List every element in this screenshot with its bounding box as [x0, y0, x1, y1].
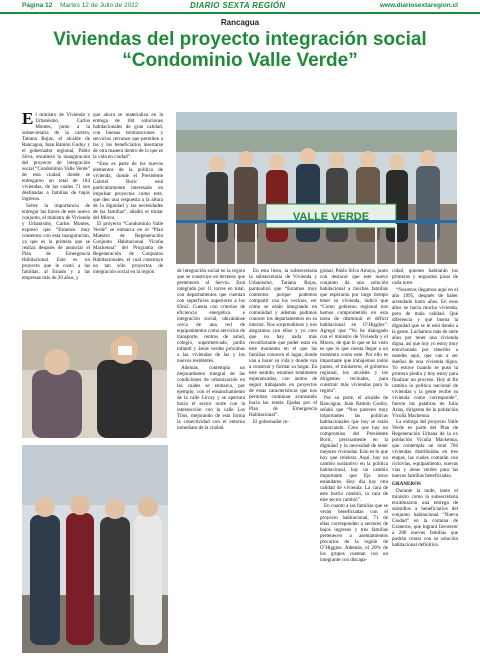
drop-cap: E: [22, 109, 34, 128]
group-photo-ribbon-cutting: [176, 112, 457, 264]
headline-line-2: “Condominio Valle Verde”: [122, 50, 358, 71]
photo-women-portrait: [22, 330, 167, 438]
article-text: de integración social en la región que se construye en terrenos que pertenecen al Serviu. Está integrado por 11 torres en total, con departamentos que cuentan con superficies superiores a los 63m2. Cuenta con criterios de eficiencia energética e integración social, ubicándose cerca de una red de equipamientos como servicios de transporte, centros de salud, colegio, supermercado, jardín infantil y áreas verdes próximas a las viviendas de las y los nuevos residentes.: [177, 268, 245, 364]
article-column-1: [22, 109, 90, 281]
article-column-4: [249, 268, 317, 425]
photo-group-outdoor: [22, 445, 168, 653]
article-text: l ministro de Vivienda y Urbanismo, Carlos Montes, junto a la subsecretaria de la cartera, Tatiana Rojas, el alcalde de Rancagua, Juan Ramón Godoy y el gobernador regional, Pablo Silva, encabezó la inauguración del proyecto de integración social “Condominio Valle Verde” de esta ciudad, donde se entregaron un total de 184 viviendas, de las cuales 71 son destinadas a familias de bajos ingresos.: [22, 112, 90, 202]
page-number: Página 12: [22, 2, 53, 9]
article-text: “Nosotros llegamos aquí en el año 1995, después de haber arrendado harto años. En esos años se hacía mucha vivienda, pero de mala calidad. Qué diferencia y qué buena la dignidad que se le está dando a la gente. Luchamos más de siete años por tener una vivienda digna, así que hoy yo estoy muy emocionada por tenerlos a ustedes aquí, que van a ser dueños de una vivienda digna. Yo estuve cuando se puso la primera piedra y hoy estoy para finalizar un proceso. Hoy al fin cambia la política nacional de viviendas y la gente recibe su vivienda como corresponde”, fueron las palabras de Julia Arias, dirigenta de la población Vicuña Mackenna.: [392, 286, 458, 419]
article-text: gional, Pablo Silva Amaya, junto con destacar que este nuevo conjunto da una solución habitacional a muchas familias que esperaron por largo tiempo tener su vivienda, indicó que “Como gobierno regional nos hemos comprometido en esta tarea de disminuir el déficit habitacional en O’Higgins”. Agregó que “Yo he dialogado con el ministro de Vivienda y el Minvu, de que lo que se ha visto es que lo que cuesta llegar a un momento como este. Por ello es importante que trabajemos todos juntos, el ministerio, el gobierno regional, los alcaldes y los dirigentes vecinales, para construir más viviendas para la región”.: [320, 268, 388, 394]
article-text: Además, contempla un mejoramiento integral de las condiciones de urbanización en las cuales se enmarca, por ejemplo, con el ensanchamiento de la calle Lircay y se apertura hacia el sector norte con la intersección con la calle Los Tilos, mejorando de esta forma la conectividad con el entorno inmediato de la ciudad.: [177, 364, 245, 431]
website-link[interactable]: www.diariosextaregion.cl: [379, 2, 458, 9]
article-text: cidad, quienes habitarán los primeros y segundos pisos de cada torre.: [392, 268, 458, 286]
photo-illustration: [22, 445, 168, 653]
newspaper-brand: DIARIO SEXTA REGIÓN: [190, 1, 286, 10]
page-header: [0, 0, 480, 14]
photo-sign: VALLE VERDE: [292, 211, 370, 223]
subheading: GRANEROS: [392, 481, 421, 487]
issue-date: Martes 12 de Julio de 2022: [60, 2, 139, 9]
article-text: Durante la tarde, tanto el ministro como la subsecretaria encabezaron una entrega de subsidios a beneficiarios del conjunto habitacional “Nueva Ciudad” en la comuna de Graneros, que logrará favorecer a 280 nuevas familias que podrán contar con su solución habitacional definitiva.: [392, 487, 458, 548]
article-column-5: [320, 268, 388, 564]
article-text: que ahora se materializa en la entrega de 184 soluciones habitacionales de gran calidad, con buenas terminaciones y servicios cercanos que permiten a las y los beneficiarios insertarse de otra manera dentro de lo que es la vida en ciudad”.: [93, 112, 164, 160]
article-column-3: [177, 268, 245, 431]
section-label: Rancagua: [220, 18, 260, 27]
headline-line-1: Viviendas del proyecto integración social: [53, 29, 427, 50]
article-text: “Esto es parte de los nuevos elementos de la política de vivienda, donde el Presidente Gabriel Boric está particularmente interesado en impulsar proyectos como este, que den una respuesta a la altura de la dignidad y las necesidades de las familias”, añadió el titular del Minvu.: [93, 160, 163, 221]
article-text: El proyecto “Condominio Valle Verde” se enmarca en el “Plan Maestro de Regeneración Conjunto Habitacional Vicuña Mackenna” del Programa de Regeneración de Conjuntos Habitacionales, el cual construye no tan sólo proyectos de integración social en la región: [93, 221, 163, 275]
article-text: El gobernador re-: [253, 418, 289, 425]
article-text: En cuanto a las familias que se verán beneficiadas con el proyecto habitacional, 71 de ellas corresponden a sectores de bajos ingresos y tres familias pertenecen a asentamientos precarios de la región de O’Higgins. Además, el 20% de los grupos cuentan con un integrante con discapa-: [320, 503, 388, 563]
photo-illustration: [22, 330, 167, 438]
photo-illustration: [176, 112, 457, 264]
article-text: La entrega del proyecto Valle Verde es parte del Plan de Regeneración Urbana de la ex población Vicuña Mackenna, que contempla un total 766 viviendas distribuidas en tres etapas, las cuales contarán con ciclovías, equipamiento, nuevas vías y áreas verdes para las nuevas familias beneficiadas.: [392, 419, 458, 479]
article-text: Por su parte, el alcalde de Rancagua, Juan Ramón Godoy, señaló que “Nos parecen muy importantes las políticas habitacionales que hoy se están anunciando. Creo que hay un compromiso del Presidente Boric, precisamente en la dignidad y la necesidad de tener mejores viviendas. Esto es lo que hoy que celebrar. Aquí, hay un cambio sustantivo en la política habitacional, hay un cambio importante que Ejs otros estándares. Hoy día hay otra calidad de vivienda. La cara de este barrio cambió, la cara de este sector cambió”.: [320, 394, 388, 503]
article-text: Sobre la importancia de entregar las llaves de este nuevo conjunto, el ministro de Vivienda y Urbanismo, Carlos Montes, expresó que “Estamos muy contentos con esta inauguración, ya que es la primera que se realiza después de anunciar el Plan de Emergencia Habitacional. Este es un proyecto que le costó a las familias, al Estado y a las empresas más de 20 años, y: [22, 202, 90, 281]
article-text: En esta línea, la subsecretaria la subsecretaria de Vivienda y Urbanismo, Tatiana Rojas, puntualizó que “Estamos muy contentos porque podemos compartir con los vecinos, ver cómo se están integrando en comunidad y además pudimos conocer los departamentos en su interior. Nos sorprendimos y nos alegramos con ellos y yo creo que no hay nada más reconfortante que poder estar en este momento en el que las familias conocen el lugar, donde van a hacer su vida y donde van a construir y formar su hogar. En este sentido, estamos totalmente esperanzados, con ánimo de seguir trabajando en proyectos de estas características que nos permitan continuar avanzando hacia las metas fijadas por el Plan de Emergencia Habitacional”.: [249, 268, 317, 418]
article-column-2: [93, 112, 163, 276]
article-column-6: [392, 268, 458, 548]
